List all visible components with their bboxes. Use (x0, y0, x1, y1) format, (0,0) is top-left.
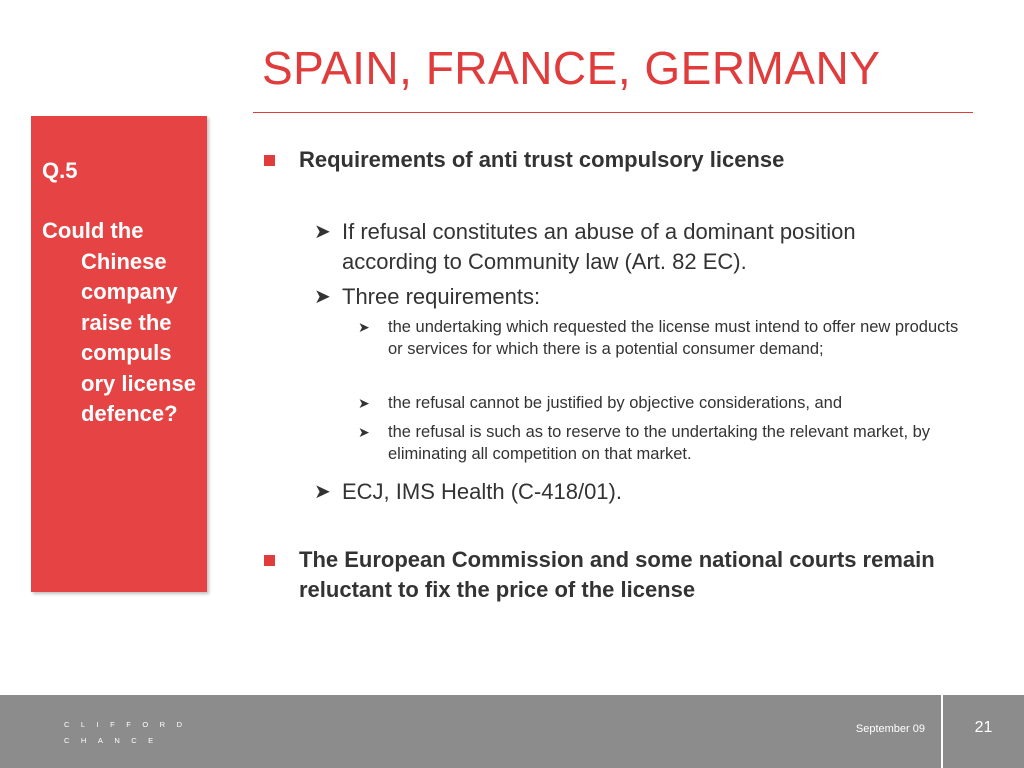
footer-date: September 09 (855, 723, 925, 735)
title-divider (253, 112, 973, 113)
question-panel (31, 116, 207, 592)
arrow-bullet-icon: ➤ (314, 481, 331, 503)
arrow-bullet-icon: ➤ (314, 286, 331, 308)
bullet-item (262, 545, 962, 605)
logo-line-1: CLIFFORD (64, 720, 194, 729)
slide-title: SPAIN, FRANCE, GERMANY (262, 42, 881, 94)
page-number: 21 (974, 719, 993, 736)
slide-footer (0, 695, 1024, 768)
logo-line-2: CHANCE (64, 736, 165, 745)
sub-bullet-item (314, 217, 934, 277)
bullet-item (262, 145, 962, 175)
sub-sub-bullet-text: the refusal cannot be justified by objective considerations, and (388, 394, 843, 412)
sub-bullet-text: ECJ, IMS Health (C-418/01). (342, 479, 622, 504)
question-text: Could the Chinese company raise the compuls ory license defence? (42, 218, 196, 426)
square-bullet-icon (264, 155, 275, 166)
arrow-bullet-icon: ➤ (358, 319, 370, 335)
sub-bullet-item (314, 477, 934, 507)
sub-sub-bullet-item (358, 421, 968, 465)
square-bullet-icon (264, 555, 275, 566)
bullet-text: The European Commission and some national courts remain reluctant to fix the price of the license (299, 547, 935, 602)
sub-bullet-text: Three requirements: (342, 284, 541, 309)
sub-sub-bullet-item (358, 316, 968, 360)
sub-sub-bullet-text: the refusal is such as to reserve to the undertaking the relevant market, by eliminating all competition on that market. (388, 423, 931, 463)
question-number: Q.5 (42, 158, 78, 183)
sub-sub-bullet-item (358, 392, 968, 414)
bullet-text: Requirements of anti trust compulsory license (299, 147, 785, 172)
arrow-bullet-icon: ➤ (358, 424, 370, 440)
clifford-chance-logo (64, 717, 194, 749)
sub-bullet-item (314, 282, 934, 312)
arrow-bullet-icon: ➤ (358, 395, 370, 411)
sub-bullet-text: If refusal constitutes an abuse of a dominant position according to Community law (Art. 82 EC). (342, 219, 856, 274)
arrow-bullet-icon: ➤ (314, 221, 331, 243)
sub-sub-bullet-text: the undertaking which requested the license must intend to offer new products or services for which there is a potential consumer demand; (388, 318, 959, 358)
